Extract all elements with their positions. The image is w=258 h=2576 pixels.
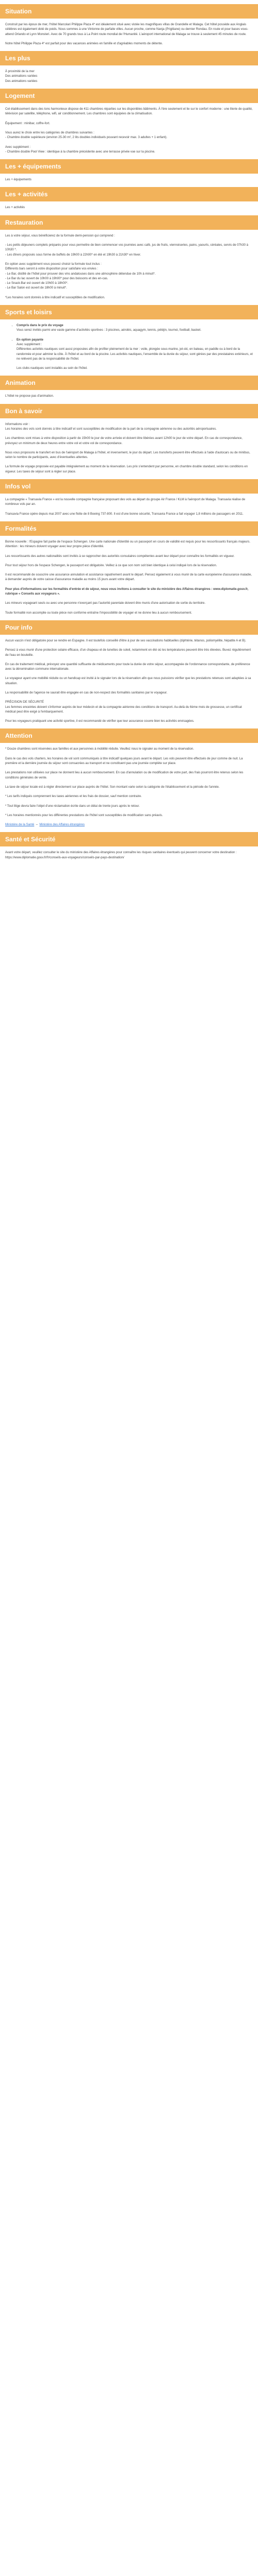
paragraph: Vous aurez le choix entre les catégories de chambres suivantes : xyxy=(5,131,94,134)
section-attention xyxy=(0,747,258,827)
section-infos-vol xyxy=(0,498,258,517)
paragraph: Les femmes enceintes doivent s'informer auprès de leur médecin et de la compagnie aérienne des conditions de transport. Au-delà du 6ème mois de grossesse, un certificat médical peut être exigé à l'embarquement. xyxy=(5,705,242,714)
legal-links: Ministère de la Santé – Ministère des Affaires étrangères xyxy=(5,823,85,827)
paragraph: Avec supplément : xyxy=(5,145,31,149)
paragraph: Les ressortissants des autres nationalités sont invités à se rapprocher des autorités consulaires compétentes avant leur départ pour connaître les formalités en vigueur. xyxy=(5,554,235,558)
paragraph: Transavia France opère depuis mai 2007 avec une flotte de 8 Boeing 737-800. Il est d'une bonne sécurité, Transavia France a fait voyager 1,8 millions de passagers en 2011. xyxy=(5,512,244,516)
paragraph: Différents bars seront à votre disposition pour satisfaire vos envies : xyxy=(5,267,98,271)
paragraph: - Chambre double Pool View : identique à la chambre précédente avec une terrasse privée vue sur la piscine. xyxy=(5,150,155,154)
section-heading-restauration: Restauration xyxy=(0,215,258,230)
section-heading-logement: Logement xyxy=(0,89,258,103)
paragraph: Pour plus d'informations sur les formalités d'entrée et de séjour, nous vous invitons à consulter le site du ministère des Affaires étrangères : www.diplomatie.gouv.fr, rubrique « Conseils aux voyageurs ». xyxy=(5,587,249,596)
paragraph: Les clubs nautiques sont installés au sein de l'hôtel. xyxy=(17,367,88,370)
paragraph: * Les horaires mentionnés pour les différentes prestations de l'hôtel sont susceptibles de modification sans préavis. xyxy=(5,814,163,817)
ministry-foreign-affairs-link[interactable]: Ministère des Affaires étrangères xyxy=(39,823,85,827)
included-title: Compris dans le prix du voyage xyxy=(17,324,63,328)
paragraph: Les prestations non utilisées sur place ne donnent lieu à aucun remboursement. En cas d'annulation ou de modification de votre part, des frais pourront être retenus selon les conditions générales de vente. xyxy=(5,771,244,779)
section-equipements xyxy=(0,178,258,182)
list-item: Des animations variées xyxy=(5,79,38,83)
section-pour-info xyxy=(0,639,258,724)
section-restauration xyxy=(0,234,258,300)
paragraph: Avant votre départ, veuillez consulter le site du ministère des Affaires étrangères pour connaître les risques sanitaires éventuels qui peuvent concerner votre destination : https://www.diplomatie.gouv.fr/fr/conseils-aux-voyageurs/conseils-par-pays-destination/ xyxy=(5,851,237,859)
paragraph: Les + équipements xyxy=(5,178,31,182)
paragraph: - Les petits déjeuners complets préparés pour vous permettre de bien commencer vos journées avec café, jus de fruits, viennoiseries, pains, yaourts, céréales, servis de 07h30 à 10h30 *. xyxy=(5,244,248,252)
page xyxy=(0,0,258,865)
paragraph: Pour les voyageurs pratiquant une activité sportive, il est recommandé de vérifier que leur assurance couvre bien les activités envisagées. xyxy=(5,720,195,723)
paragraph: * Douze chambres sont réservées aux familles et aux personnes à mobilité réduite. Veuillez nous le signaler au moment de la réservation. xyxy=(5,748,194,751)
paragraph: Il est recommandé de souscrire une assurance annulation et assistance rapatriement avant le départ. Pensez également à vous munir de la carte européenne d'assurance maladie, à demander auprès de votre caisse d'assurance maladie au moins 15 jours avant votre départ. xyxy=(5,573,252,582)
section-logement xyxy=(0,107,258,155)
paragraph: PRÉCISION DE SÉCURITÉ xyxy=(5,701,44,704)
paragraph: En option avec supplément vous pouvez choisir la formule tout inclus : xyxy=(5,262,102,266)
paragraph: La formule de voyage proposée est payable intégralement au moment de la réservation. Les prix s'entendent par personne, en chambre double standard, selon les conditions en vigueur. Les taxes de séjour sont à régler sur place. xyxy=(5,465,248,473)
paragraph: Informations voir : xyxy=(5,422,30,426)
section-situation xyxy=(0,23,258,46)
section-heading-equipements: Les + équipements xyxy=(0,159,258,174)
section-heading-formalites: Formalités xyxy=(0,521,258,536)
paragraph: Bonne nouvelle : l'Espagne fait partie de l'espace Schengen. Une carte nationale d'identité ou un passeport en cours de validité est requis pour les ressortissants français majeurs. Attention : les mineurs doivent voyager avec leur propre pièce d'identité. xyxy=(5,540,251,549)
paragraph: Cet établissement dans des tons harmonieux dispose de 411 chambres réparties sur les disponibles bâtiments. À l'ère seulement et lie sur le confort moderne : une literie de qualité, télévision par satellite, téléphone, wifi, air conditionnement. Les chambres sont équipées de la climatisation. xyxy=(5,108,253,116)
paragraph: Vous serez invités parmi une vaste gamme d'activités sportives : 3 piscines, aérobic, aquagym, tennis, pétéjin, tournoi, football, basket. xyxy=(17,329,201,332)
paragraph: Aucun vaccin n'est obligatoire pour se rendre en Espagne. Il est toutefois conseillé d'être à jour de ses vaccinations habituelles (diphtérie, tétanos, poliomyélite, hépatite A et B). xyxy=(5,639,246,642)
section-heading-activites: Les + activités xyxy=(0,187,258,201)
section-bon-savoir xyxy=(0,422,258,474)
paragraph: Notre hôtel Philippe Plaza 4* est parfait pour des vacances animées en famille et d'agréables moments de détente. xyxy=(5,42,163,45)
paragraph: Dans le cas des vols charters, les horaires de vol sont communiqués à titre indicatif quelques jours avant le départ. Les vols peuvent être effectués de jour comme de nuit. La première et la dernière journée du séjour sont consacrées au transport et ne constituent pas une journée complète sur place. xyxy=(5,757,243,766)
paragraph: Les + activités xyxy=(5,206,25,210)
paragraph: - Le Snack-Bar est ouvert de 10h00 à 18h00*. xyxy=(5,282,69,285)
paragraph: Les à votre séjour, vous bénéficierez de la formule demi-pension qui comprend : xyxy=(5,234,115,238)
paragraph: * Les tarifs indiqués comprennent les taxes aériennes et les frais de dossier, sauf mention contraire. xyxy=(5,795,142,799)
section-heading-les-plus: Les plus xyxy=(0,51,258,65)
paragraph: Avec supplément : xyxy=(17,343,42,346)
paragraph: * Tout litige devra faire l'objet d'une réclamation écrite dans un délai de trente jours après le retour. xyxy=(5,804,140,808)
section-heading-bon-savoir: Bon à savoir xyxy=(0,404,258,418)
included-list xyxy=(5,324,253,371)
section-sports xyxy=(0,324,258,371)
paragraph: - Le Bar du lac ouvert de 10h00 à 19h00* pour des boissons et des en-cas. xyxy=(5,277,108,280)
paragraph: Construit par les époux de mer, l'hôtel Marcolari Philippe Plaza 4* est idéalement situé avec vistée les magnifiques villas de Grandelle et Malaga. Cet hôtel possède aux Anglais célèbres est également doté de poids. Nous sommes à une Vintonne de parfaite villes. Aucun proche, comme Nanja (Prigitiane) ou dernier Rondau. En route et pour bases vous-attend Orlando et Lynn Monsteri. Avec de 70 grands tous à La Point route mondial de l'Humanité. L'aéroport international de Malaga se trouve à seulement 45 minutes de route. xyxy=(5,23,249,36)
paragraph: - Chambre double supérieure (environ 25-30 m², 2 lits doubles individuels pouvant recevoir max. 3 adultes + 1 enfant). xyxy=(5,136,168,140)
section-heading-pour-info: Pour info xyxy=(0,620,258,635)
section-heading-infos-vol: Infos vol xyxy=(0,479,258,494)
section-formalites xyxy=(0,540,258,616)
paragraph: Les horaires des vols sont donnés à titre indicatif et sont susceptibles de modification de la part de la compagnie aérienne ou des autorités aéroportuaires. xyxy=(5,427,217,431)
paragraph: L'hôtel ne propose pas d'animation. xyxy=(5,395,54,398)
paragraph: Toute formalité non accomplie ou toute pièce non conforme entraîne l'impossibilité de voyager et ne donne lieu à aucun remboursement. xyxy=(5,611,192,615)
paragraph: Les mineurs voyageant seuls ou avec une personne n'exerçant pas l'autorité parentale doivent être munis d'une autorisation de sortie du territoire. xyxy=(5,602,206,605)
section-animation xyxy=(0,394,258,399)
paragraph: En cas de traitement médical, prévoyez une quantité suffisante de médicaments pour toute la durée de votre séjour, accompagnée de l'ordonnance correspondante, de préférence avec la dénomination commune internationale. xyxy=(5,663,250,671)
list-item: À proximité de la mer xyxy=(5,70,35,74)
section-activites xyxy=(0,206,258,210)
section-heading-animation: Animation xyxy=(0,376,258,390)
paragraph: La responsabilité de l'agence ne saurait être engagée en cas de non-respect des formalités sanitaires par le voyageur. xyxy=(5,691,168,694)
paragraph: Nous vous proposons le transfert en bus de l'aéroport de Malaga à l'hôtel, et inversement, le jour du départ. Les transferts peuvent être effectués à l'aide d'autocars ou de minibus, selon le nombre de participants, avec d'éventuelles attentes. xyxy=(5,451,250,460)
section-les-plus xyxy=(0,70,258,84)
section-heading-attention: Attention xyxy=(0,728,258,743)
section-heading-situation: Situation xyxy=(0,4,258,19)
option-title: En option payante xyxy=(17,338,44,342)
paragraph: Les chambres sont mises à votre disposition à partir de 15h00 le jour de votre arrivée et doivent être libérées avant 12h00 le jour de votre départ. En cas de correspondance, prévoyez un minimum de deux heures entre votre vol et votre vol de correspondance. xyxy=(5,437,243,445)
section-sante-securite xyxy=(0,851,258,860)
paragraph: Le voyageur ayant une mobilité réduite ou un handicap est invité à le signaler lors de la réservation afin que nous puissions vérifier que les prestations retenues sont adaptées à sa situation. xyxy=(5,677,251,685)
paragraph: Pour tout séjour hors de l'espace Schengen, le passeport est obligatoire. Veillez à ce que son nom soit bien identique à celui indiqué lors de la réservation. xyxy=(5,564,217,567)
list-item xyxy=(17,324,253,333)
paragraph: *Les horaires sont donnés à titre indicatif et susceptibles de modification. xyxy=(5,296,105,299)
paragraph: Équipement : minibar, coffre-fort. xyxy=(5,122,50,125)
ministry-health-link[interactable]: Ministère de la Santé xyxy=(5,823,35,827)
paragraph: La taxe de séjour locale est à régler directement sur place auprès de l'hôtel. Son montant varie selon la catégorie de l'établissement et la période de l'année. xyxy=(5,785,220,789)
list-item: Des animations variées xyxy=(5,75,38,78)
paragraph: Différentes activités nautiques sont aussi proposées afin de profiter pleinement de la mer : voile, plongée sous-marine, jet-ski, en bateau, en paddle ou à bord de la randonnée et pour admirer la côte. À l'hôtel et au bord de la piscine. Les activités nautiques, l'ensemble de la durée du séjour, sont gérées par des prestataires extérieurs, et ne relèvent pas de la responsabilité de l'hôtel. xyxy=(17,348,253,361)
section-heading-sante-securite: Santé et Sécurité xyxy=(0,832,258,846)
paragraph: - Le Bar, distillé de l'hôtel pour prouver des vins andalouses dans une atmosphère détendue de 10h à minuit*. xyxy=(5,272,156,276)
paragraph: La compagnie « Transavia France » est la nouvelle compagnie française proposant des vols au départ du groupe Air France / KLM à l'aéroport de Malaga. Transavia réalise de nombreux vols par an. xyxy=(5,498,246,506)
section-heading-sports: Sports et loisirs xyxy=(0,305,258,319)
paragraph: Pensez à vous munir d'une protection solaire efficace, d'un chapeau et de lunettes de soleil, notamment en été où les températures peuvent être très élevées. Buvez régulièrement de l'eau en bouteille. xyxy=(5,649,251,657)
paragraph: - Le Bar Salon est ouvert de 18h00 à minuit*. xyxy=(5,286,67,290)
paragraph: - Les dîners proposés sous forme de buffets de 19h00 à 22h00* en été et 19h30 à 21h30* en hiver. xyxy=(5,253,141,257)
list-item xyxy=(17,338,253,371)
